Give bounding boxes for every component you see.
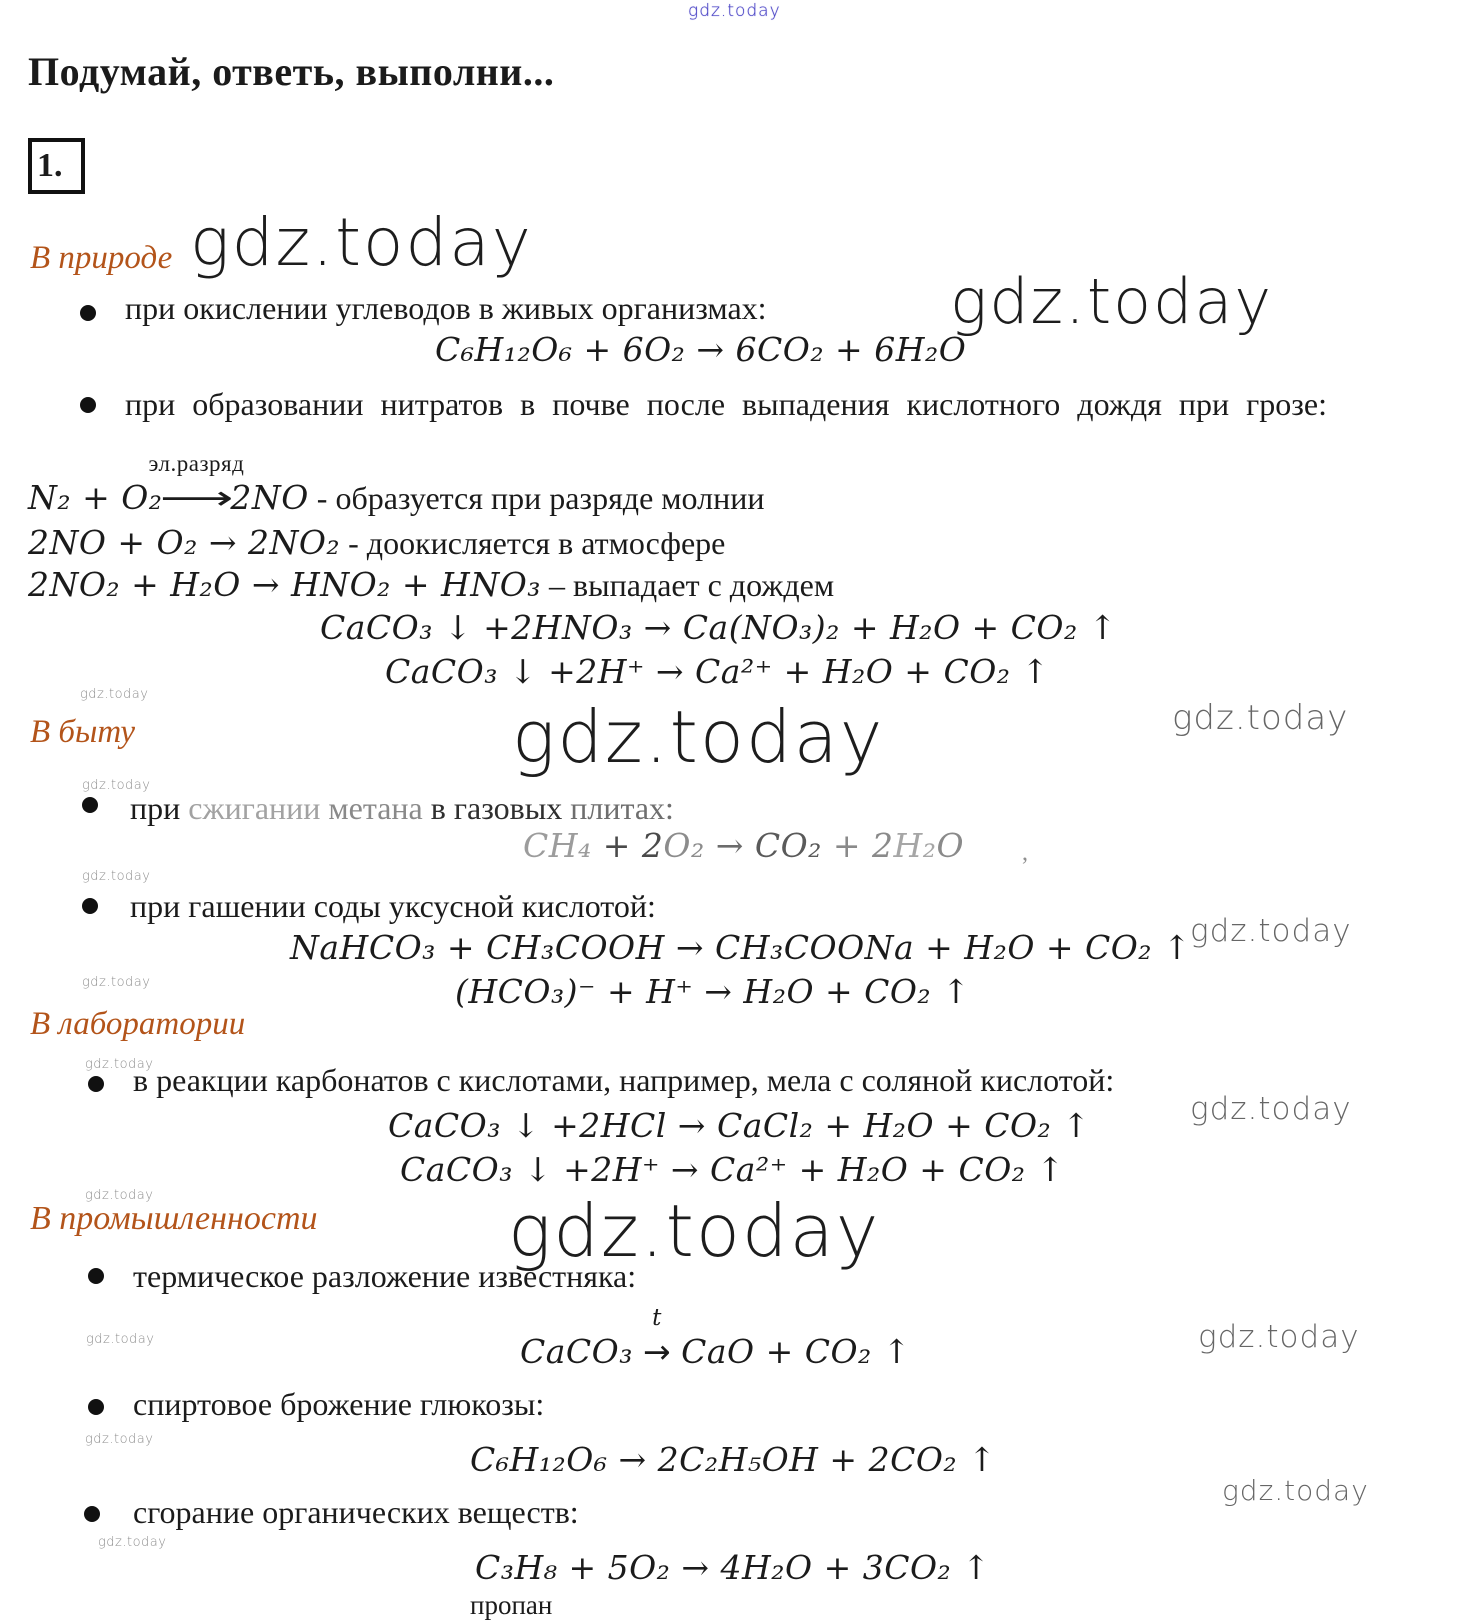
faded-formula-part: CH₄	[523, 826, 592, 865]
equation-caco3-ionic-2: CaCO₃ ↓ +2H⁺ → Ca²⁺ + H₂O + CO₂ ↑	[400, 1150, 1065, 1189]
watermark-right-1: gdz.today	[1172, 698, 1349, 738]
equation-glucose-fermentation: C₆H₁₂O₆ → 2C₂H₅OH + 2CO₂ ↑	[470, 1440, 997, 1479]
bullet-organic-combustion: сгорание органических веществ:	[133, 1494, 579, 1530]
bullet-dot	[82, 898, 98, 914]
watermark-right-2: gdz.today	[1190, 913, 1352, 949]
faded-formula-part: + 2	[591, 826, 664, 865]
watermark-large-3: gdz.today	[512, 695, 885, 779]
watermark-small-2: gdz.today	[82, 778, 151, 793]
right-arrow-icon: →	[642, 1332, 672, 1371]
equation-caco3-hcl: CaCO₃ ↓ +2HCl → CaCl₂ + H₂O + CO₂ ↑	[388, 1106, 1091, 1145]
page-title: Подумай, ответь, выполни...	[28, 49, 555, 94]
faded-formula-part: CO₂	[754, 826, 822, 865]
bullet-dot	[80, 305, 96, 321]
arrow-condition-label: эл.разряд	[148, 451, 245, 476]
faded-formula-part: →	[704, 826, 755, 865]
bullet-nitrates: при образовании нитратов в почве после выпадения кислотного дождя при грозе:	[125, 386, 1327, 422]
equation-n2-o2	[28, 451, 765, 517]
watermark-small-3: gdz.today	[82, 869, 151, 884]
bullet-dot	[88, 1268, 104, 1284]
faded-text-part: плитах:	[570, 790, 674, 826]
equation-propane-combustion: C₃H₈ + 5O₂ → 4H₂O + 3CO₂ ↑	[475, 1548, 991, 1587]
bullet-dot	[82, 797, 98, 813]
watermark-large-1: gdz.today	[190, 204, 533, 281]
reaction-arrow-labeled	[642, 1305, 672, 1371]
watermark-large-2: gdz.today	[950, 265, 1274, 338]
watermark-right-4: gdz.today	[1198, 1319, 1360, 1355]
bullet-limestone: термическое разложение известняка:	[133, 1258, 637, 1294]
task-number: 1.	[37, 147, 63, 184]
equation-nahco3-acetic: NaHCO₃ + CH₃COOH → CH₃COONa + H₂O + CO₂ ↑	[290, 928, 1192, 967]
bullet-oxidation: при окислении углеводов в живых организмах:	[125, 290, 767, 326]
section-heading-nature: В природе	[30, 240, 173, 276]
bullet-methane	[130, 790, 674, 827]
watermark-top-blue: gdz.today	[688, 1, 781, 21]
faded-formula-part: O₂	[663, 826, 705, 865]
equation-caco3-hno3: CaCO₃ ↓ +2HNO₃ → Ca(NO₃)₂ + H₂O + CO₂ ↑	[320, 608, 1117, 647]
formula-caption-propane: пропан	[470, 1590, 553, 1620]
stray-comma-mark: ,	[1022, 840, 1028, 866]
faded-formula-part: + 2	[821, 826, 894, 865]
reaction-arrow-labeled	[148, 451, 245, 517]
equation-methane-combustion	[523, 826, 964, 865]
equation-body: 2NO₂ + H₂O → HNO₂ + HNO₃	[28, 565, 541, 604]
equation-body: 2NO + O₂ → 2NO₂	[28, 523, 341, 562]
faded-formula-part: H₂	[893, 826, 937, 865]
right-arrow-icon: ⟶	[159, 478, 234, 517]
section-heading-lab: В лаборатории	[30, 1006, 246, 1042]
bullet-dot	[84, 1506, 100, 1522]
watermark-right-3: gdz.today	[1190, 1091, 1352, 1127]
bullet-dot	[88, 1076, 104, 1092]
bullet-fermentation: спиртовое брожение глюкозы:	[133, 1386, 545, 1422]
watermark-small-5: gdz.today	[85, 1057, 154, 1072]
bullet-soda-vinegar: при гашении соды уксусной кислотой:	[130, 888, 656, 924]
watermark-small-9: gdz.today	[98, 1535, 167, 1550]
faded-formula-part: O	[936, 826, 965, 865]
watermark-small-4: gdz.today	[82, 975, 151, 990]
section-heading-home: В быту	[30, 714, 136, 750]
equation-caco3-ionic: CaCO₃ ↓ +2H⁺ → Ca²⁺ + H₂O + CO₂ ↑	[385, 652, 1050, 691]
watermark-right-5: gdz.today	[1222, 1474, 1369, 1507]
bullet-dot	[80, 397, 96, 413]
watermark-small-1: gdz.today	[80, 687, 149, 702]
equation-acid-rain	[28, 565, 834, 604]
watermark-small-8: gdz.today	[85, 1432, 154, 1447]
equation-note: – выпадает с дождем	[540, 567, 835, 603]
equation-note: - доокисляется в атмосфере	[340, 525, 726, 561]
equation-right: 2NO	[230, 478, 309, 517]
equation-note: - образуется при разряде молнии	[308, 480, 765, 516]
equation-limestone-decomposition	[520, 1305, 911, 1371]
section-heading-industry: В промышленности	[30, 1200, 318, 1237]
equation-hco3-ionic: (HCO₃)⁻ + H⁺ → H₂O + CO₂ ↑	[455, 972, 971, 1011]
equation-left: CaCO₃	[520, 1332, 633, 1371]
bullet-carbonates-acids: в реакции карбонатов с кислотами, например, мела с соляной кислотой:	[133, 1062, 1115, 1098]
watermark-small-7: gdz.today	[86, 1332, 155, 1347]
bullet-dot	[88, 1399, 104, 1415]
equation-right: CaO + CO₂ ↑	[681, 1332, 911, 1371]
faded-text-part: при	[130, 790, 189, 826]
watermark-large-4: gdz.today	[508, 1189, 881, 1273]
equation-no-oxidation	[28, 523, 725, 562]
faded-text-part: сжигании	[188, 790, 329, 826]
watermark-small-6: gdz.today	[85, 1188, 154, 1203]
faded-text-part: в газовых	[430, 790, 571, 826]
equation-left: N₂ + O₂	[28, 478, 163, 517]
task-number-box	[28, 138, 85, 194]
arrow-condition-label: t	[652, 1305, 662, 1331]
equation-glucose-oxidation: C₆H₁₂O₆ + 6O₂ → 6CO₂ + 6H₂O	[435, 330, 967, 369]
faded-text-part: метана	[328, 790, 431, 826]
